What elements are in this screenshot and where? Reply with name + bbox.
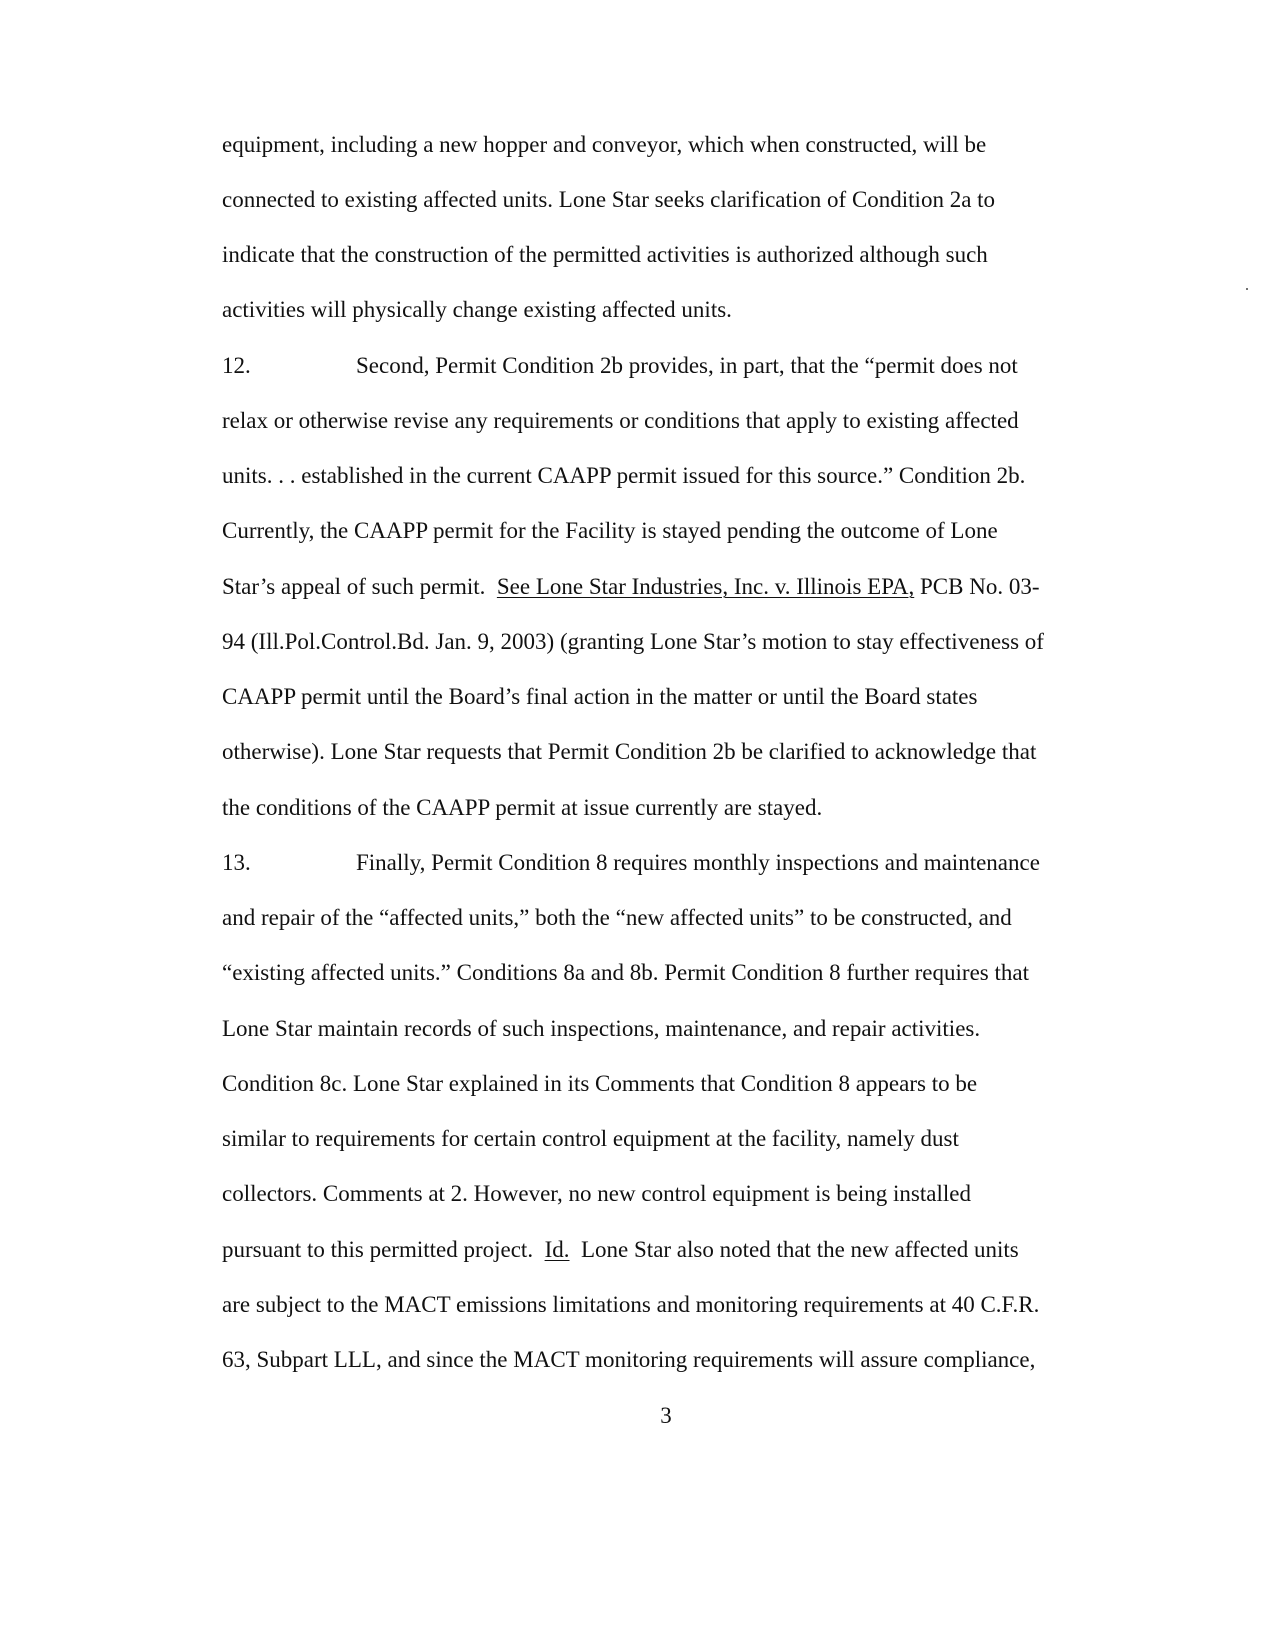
id-lead-text: pursuant to this permitted project. (222, 1237, 545, 1262)
paragraph-13-line: collectors. Comments at 2. However, no new control equipment is being installed (222, 1181, 971, 1206)
paragraph-13-number: 13. (222, 850, 251, 875)
paragraph-13-line: Lone Star maintain records of such inspections, maintenance, and repair activities. (222, 1016, 981, 1041)
paragraph-11-line: indicate that the construction of the permitted activities is authorized although such (222, 242, 988, 267)
paragraph-13-line: 63, Subpart LLL, and since the MACT monitoring requirements will assure compliance, (222, 1347, 1036, 1372)
paragraph-12-line: the conditions of the CAAPP permit at issue currently are stayed. (222, 795, 823, 820)
paragraph-13-id-line (222, 1236, 1019, 1264)
paragraph-13-first-line (222, 849, 251, 877)
id-trail-text: Lone Star also noted that the new affected units (569, 1237, 1019, 1262)
case-citation: See Lone Star Industries, Inc. v. Illinois EPA, (496, 574, 915, 599)
paragraph-13-line: Condition 8c. Lone Star explained in its Comments that Condition 8 appears to be (222, 1071, 978, 1096)
paragraph-11-line: equipment, including a new hopper and conveyor, which when constructed, will be (222, 132, 987, 157)
paragraph-12-line: CAAPP permit until the Board’s final action in the matter or until the Board states (222, 684, 978, 709)
paragraph-13-line: are subject to the MACT emissions limitations and monitoring requirements at 40 C.F.R. (222, 1292, 1040, 1317)
paragraph-12-line: Second, Permit Condition 2b provides, in part, that the “permit does not (356, 353, 1018, 378)
paragraph-11-line: activities will physically change existing affected units. (222, 297, 732, 322)
paragraph-12-number: 12. (222, 353, 251, 378)
paragraph-13-line: similar to requirements for certain control equipment at the facility, namely dust (222, 1126, 959, 1151)
paragraph-13-line: “existing affected units.” Conditions 8a and 8b. Permit Condition 8 further requires that (222, 960, 1029, 985)
paragraph-13-line: and repair of the “affected units,” both the “new affected units” to be constructed, and (222, 905, 1012, 930)
paragraph-12-citation-line (222, 573, 1039, 601)
paragraph-12-line: otherwise). Lone Star requests that Permit Condition 2b be clarified to acknowledge that (222, 739, 1037, 764)
paragraph-12-line: 94 (Ill.Pol.Control.Bd. Jan. 9, 2003) (granting Lone Star’s motion to stay effectiveness of (222, 629, 1044, 654)
scan-speck (1246, 288, 1248, 290)
paragraph-13-line: Finally, Permit Condition 8 requires monthly inspections and maintenance (356, 850, 1040, 875)
paragraph-12-line: relax or otherwise revise any requirements or conditions that apply to existing affected (222, 408, 1019, 433)
id-citation: Id. (544, 1237, 570, 1262)
paragraph-12-line: units. . . established in the current CAAPP permit issued for this source.” Condition 2b. (222, 463, 1026, 488)
paragraph-12-line: Currently, the CAAPP permit for the Facility is stayed pending the outcome of Lone (222, 518, 998, 543)
paragraph-12-first-line (222, 352, 251, 380)
page-number: 3 (660, 1403, 672, 1428)
citation-trail-text: PCB No. 03- (914, 574, 1040, 599)
paragraph-11-line: connected to existing affected units. Lone Star seeks clarification of Condition 2a to (222, 187, 996, 212)
citation-lead-text: Star’s appeal of such permit. (222, 574, 497, 599)
